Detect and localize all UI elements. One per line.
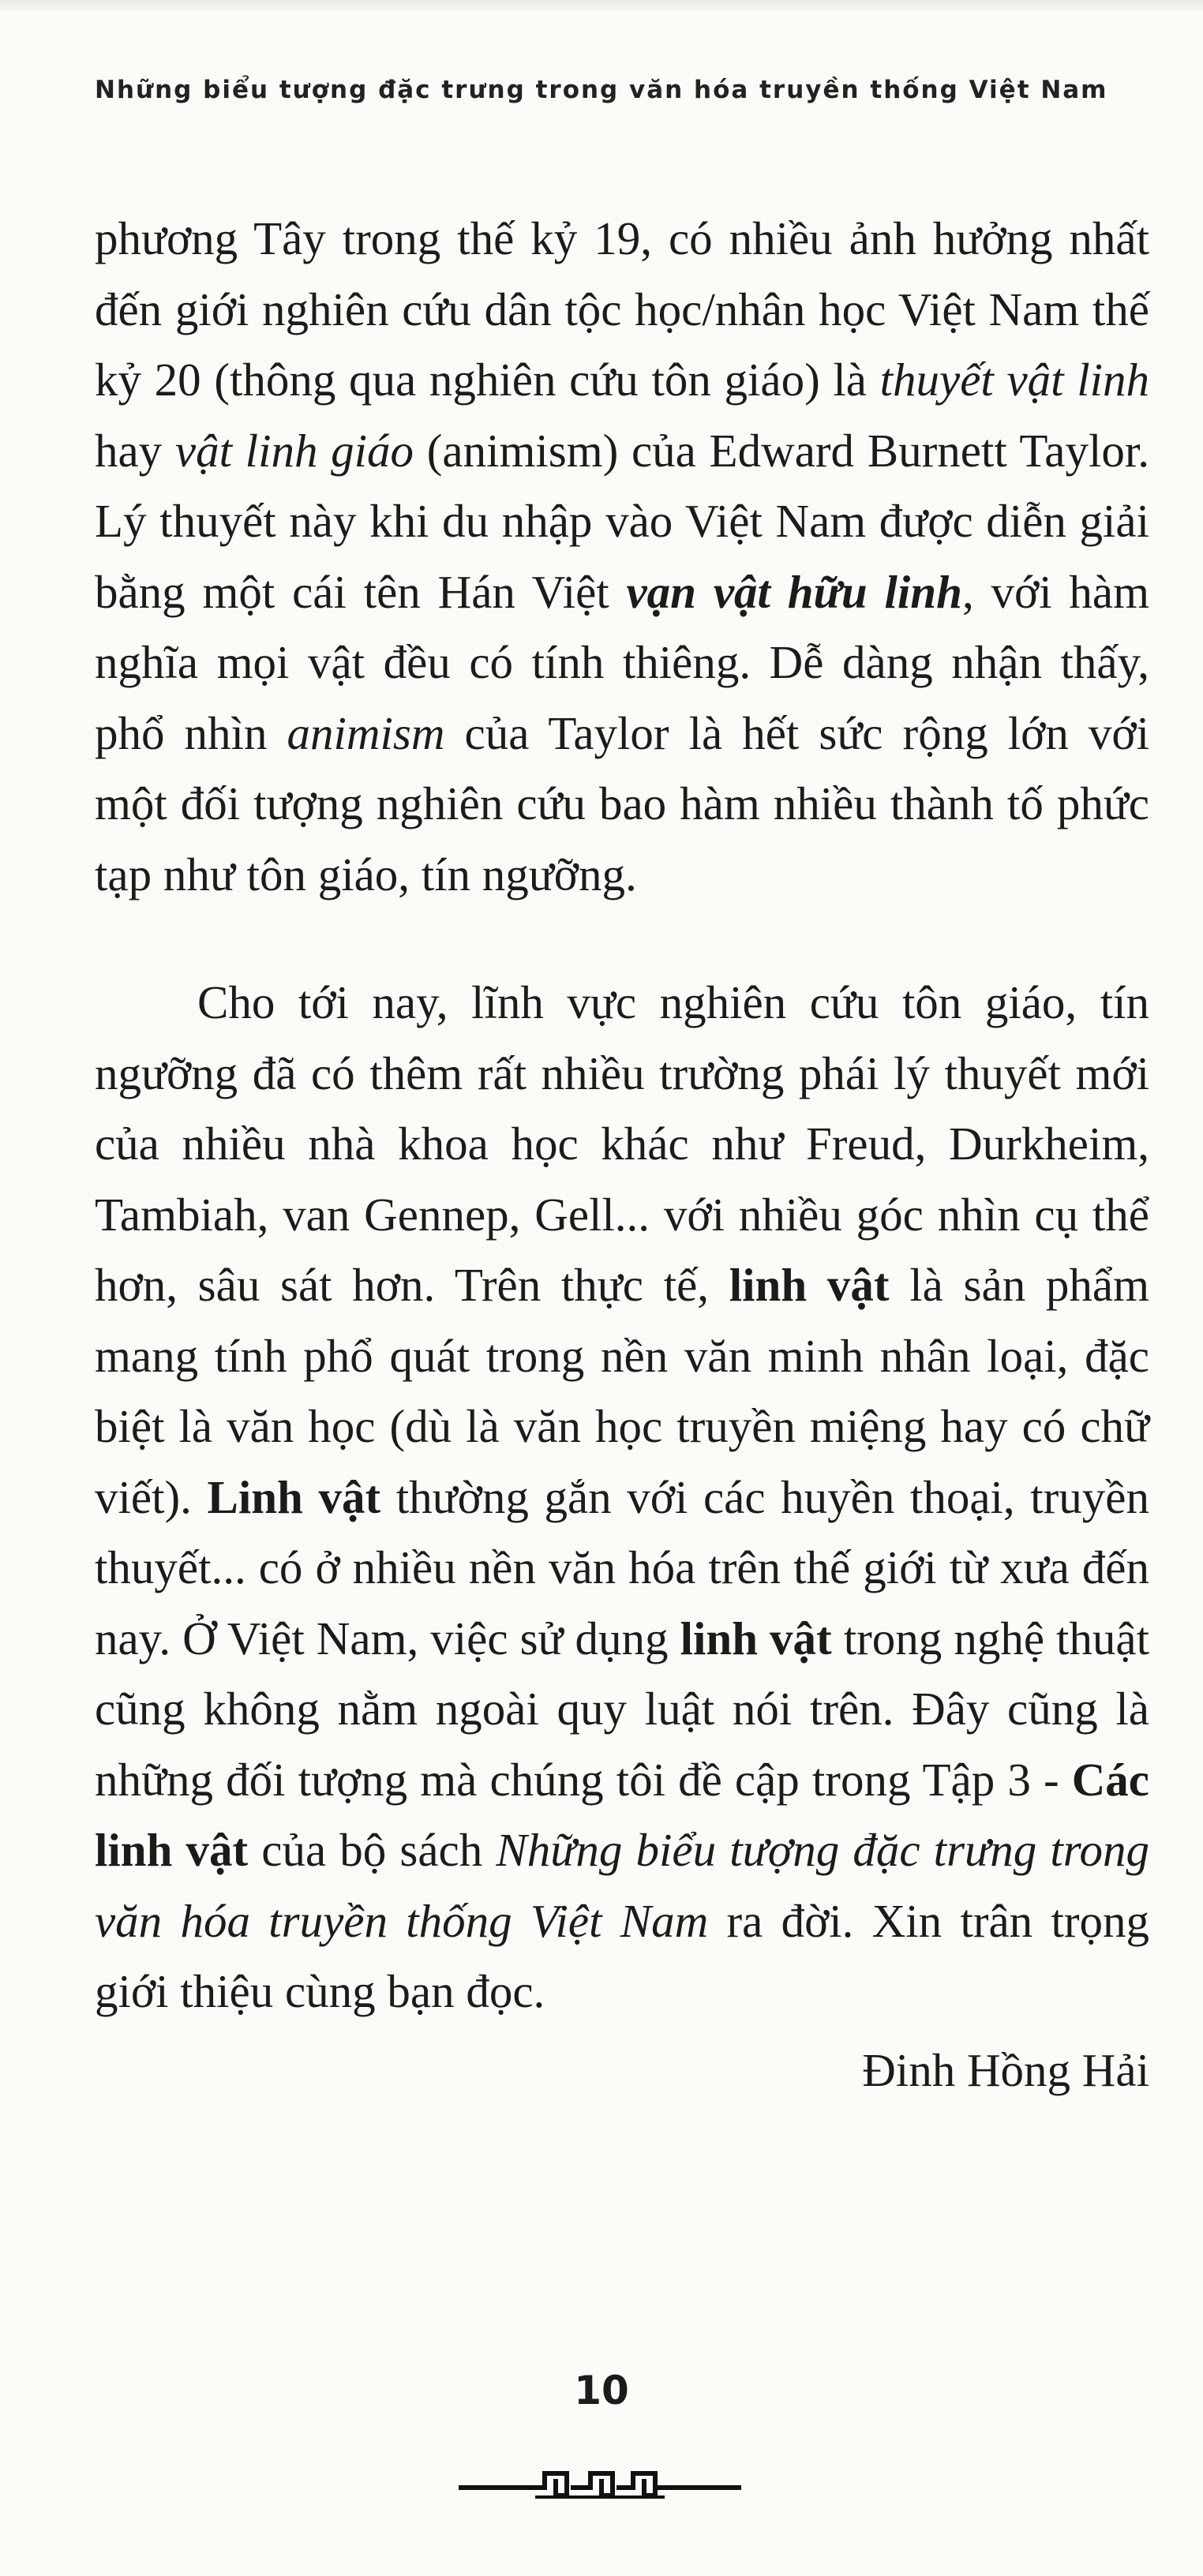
paragraph-2-run: Các linh vật (95, 1753, 1149, 1876)
running-header: Những biểu tượng đặc trưng trong văn hóa truyền thống Việt Nam (95, 76, 1108, 104)
paragraph-1-run: vạn vật hữu linh (626, 565, 962, 618)
paragraph-1-run: của Taylor là hết sức rộng lớn với một đối tượng nghiên cứu bao hàm nhiều thành tố phức tạp như tôn giáo, tín ngưỡng. (95, 706, 1149, 900)
author-signature: Đinh Hồng Hải (862, 2043, 1149, 2096)
paragraph-2-run: linh vật (729, 1259, 890, 1311)
paragraph-2-run: Cho tới nay, lĩnh vực nghiên cứu tôn giáo, tín ngưỡng đã có thêm rất nhiều trường phái lý thuyết mới của nhiều nhà khoa học khác như Freud, Durkheim, Tambiah, van Gennep, Gell... với nhiều góc nhìn cụ thể hơn, sâu sát hơn. Trên thực tế, (95, 976, 1149, 1311)
paragraph-1-run: animism (287, 706, 445, 759)
page-top-edge (0, 0, 1203, 14)
paragraph-1-run: thuyết vật linh (879, 354, 1149, 406)
paragraph-1-run: phương Tây trong thế kỷ 19, có nhiều ảnh hưởng nhất đến giới nghiên cứu dân tộc học/nhân học Việt Nam thế kỷ 20 (thông qua nghiên cứu tôn giáo) là (95, 212, 1149, 406)
paragraph-2-run: ra đời. Xin trân trọng giới thiệu cùng bạn đọc. (95, 1894, 1149, 2017)
paragraph-2-run: của bộ sách (248, 1824, 497, 1876)
decorative-rule-icon (458, 2461, 742, 2505)
page-number: 10 (574, 2368, 629, 2413)
paragraph-2-run: Những biểu tượng đặc trưng trong văn hóa truyền thống Việt Nam (95, 1824, 1149, 1947)
body-text (95, 204, 1149, 2106)
paragraph-1 (95, 204, 1149, 910)
paragraph-2-run: Linh vật (207, 1470, 381, 1523)
paragraph-1-run: vật linh giáo (174, 424, 414, 477)
paragraph-2 (95, 968, 1149, 2027)
paragraph-1-run: hay (95, 424, 175, 477)
paragraph-1-run: , với hàm nghĩa mọi vật đều có tính thiêng. Dễ dàng nhận thấy, phổ nhìn (95, 565, 1149, 759)
paragraph-2-run: trong nghệ thuật cũng không nằm ngoài quy luật nói trên. Đây cũng là những đối tượng mà chúng tôi đề cập trong Tập 3 - (95, 1612, 1150, 1806)
paragraph-1-run: (animism) của Edward Burnett Taylor. Lý thuyết này khi du nhập vào Việt Nam được diễn giải bằng một cái tên Hán Việt (95, 424, 1149, 618)
paragraph-2-run: thường gắn với các huyền thoại, truyền thuyết... có ở nhiều nền văn hóa trên thế giới từ xưa đến nay. Ở Việt Nam, việc sử dụng (95, 1470, 1149, 1664)
paragraph-2-run: linh vật (680, 1612, 832, 1664)
paragraph-2-run: là sản phẩm mang tính phổ quát trong nền văn minh nhân loại, đặc biệt là văn học (dù là văn học truyền miệng hay có chữ viết). (95, 1259, 1149, 1523)
